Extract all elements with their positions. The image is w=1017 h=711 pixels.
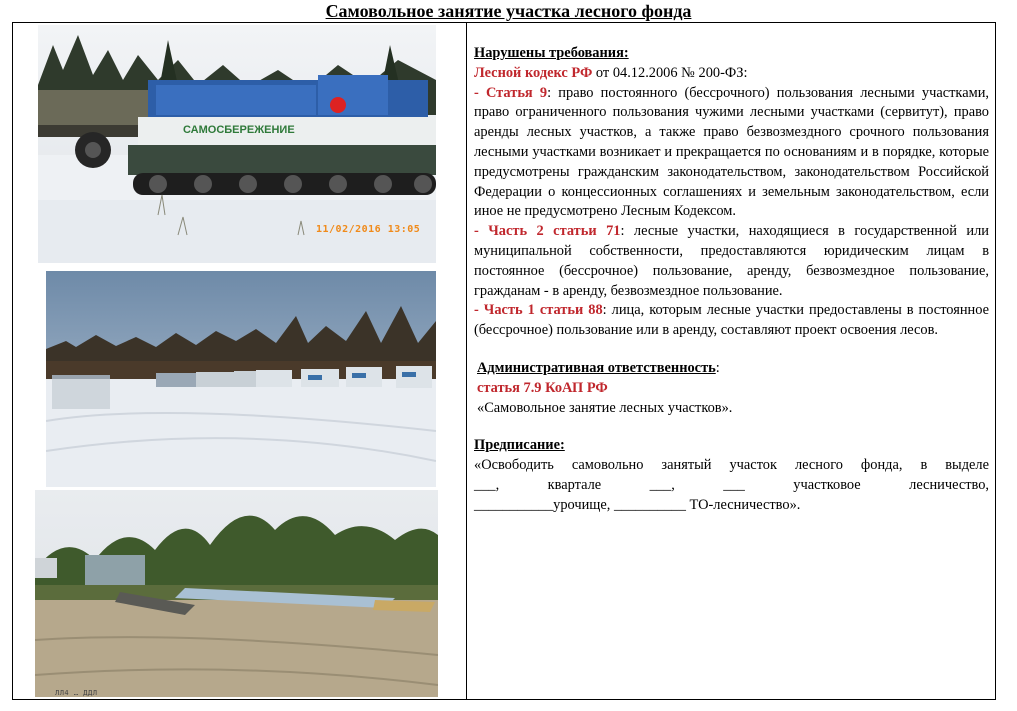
article-88-dash: - <box>474 302 484 319</box>
liability-section <box>474 359 989 418</box>
article-88-text: : лица, которым лесные участки предоставлены в постоянное (бессрочное) пользование или в аренду, составляют проект освоения лесов. <box>474 302 989 339</box>
article-71-paragraph <box>474 222 989 301</box>
forest-code-ref: от 04.12.2006 № 200-ФЗ: <box>592 64 748 81</box>
forest-code-name: Лесной кодекс РФ <box>474 64 593 81</box>
article-88-label: Часть 1 статьи 88 <box>483 302 603 319</box>
article-9-label: Статья 9 <box>485 84 548 101</box>
article-88-paragraph <box>474 301 989 341</box>
article-71-dash: - <box>474 223 489 240</box>
prescription-line-2: ___, квартале ___, ___ участковое лесничество, <box>474 476 989 493</box>
article-71-label: Часть 2 статьи 71 <box>488 223 621 240</box>
photo-materials <box>35 490 438 697</box>
photo-timestamp: 11/02/2016 13:05 <box>316 224 421 235</box>
violations-section <box>474 44 989 84</box>
prescription-section <box>474 436 989 456</box>
page-title-bar <box>0 0 1017 22</box>
legal-text-column <box>474 44 989 516</box>
column-divider <box>466 22 467 700</box>
photo-trailers <box>46 271 436 487</box>
article-9-text: : право постоянного (бессрочного) пользования лесными участками, право ограниченного пользования чужими лесными участками (сервитут), право аренды лесных участков, а также право безвозмездного срочного пользования лесными участками возникает и прекращается по основаниям и в порядке, которые предусмотрены гражданским законодательством, законодательством Российской Федерации о концессионных соглашениях и земельным законодательством, если иное не предусмотрено Лесным Кодексом. <box>474 84 989 220</box>
liability-colon: : <box>715 359 720 376</box>
liability-description: «Самовольное занятие лесных участков». <box>477 399 733 416</box>
page-title: Самовольное занятие участка лесного фонда <box>325 1 692 21</box>
article-9-dash: - <box>474 84 486 101</box>
prescription-heading: Предписание: <box>474 437 565 454</box>
liability-heading: Административная ответственность <box>477 359 716 376</box>
article-71-text: : лесные участки, находящиеся в государственной или муниципальной собственности, предоставляются юридическим лицам в постоянное (бессрочное) пользование, аренду, безвозмездное пользование, гражданам - в аренду, безвозмездное пользование. <box>474 223 989 299</box>
koap-article: статья 7.9 КоАП РФ <box>477 379 608 396</box>
prescription-line-3: ___________урочище, __________ ТО-лесничество». <box>474 496 801 513</box>
prescription-line-1: «Освободить самовольно занятый участок лесного фонда, в выделе <box>474 457 989 474</box>
photo-tracked-vehicle <box>38 25 436 263</box>
photo-bottom-caption: ЛЛ4 … ДДЛ <box>55 689 98 697</box>
svg-text:САМОСБЕРЕЖЕНИЕ: САМОСБЕРЕЖЕНИЕ <box>183 124 295 136</box>
violations-heading: Нарушены требования: <box>474 45 629 61</box>
article-9-paragraph <box>474 84 989 223</box>
